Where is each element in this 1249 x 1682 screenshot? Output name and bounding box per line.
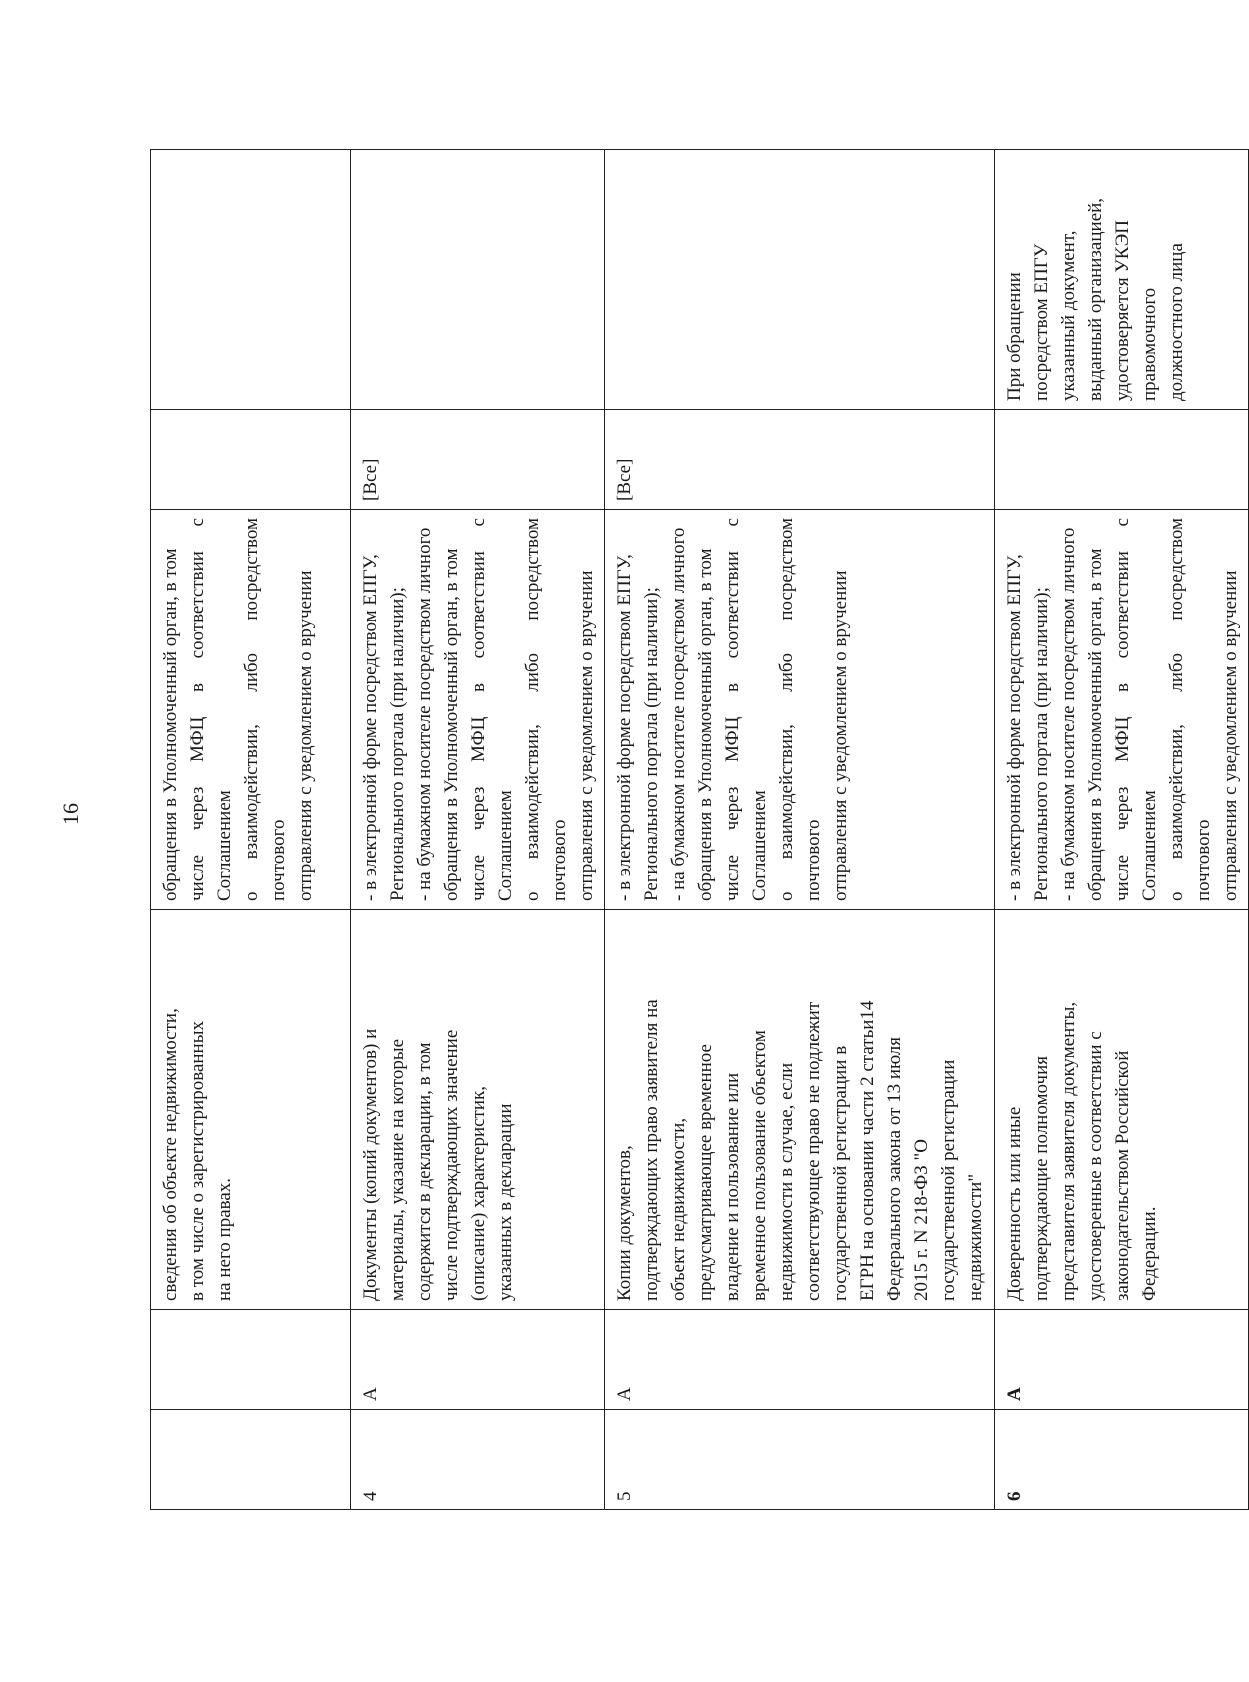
submission-method-cell-line: обращения в Уполномоченный орган, в том: [160, 548, 181, 901]
submission-method-cell-line: Регионального портала (при наличии);: [387, 587, 408, 901]
note-cell-line: выданный организацией,: [1085, 197, 1106, 401]
document-name-cell-line: в том числе о зарегистрированных: [187, 1021, 208, 1301]
applicant-type-cell: [Все]: [351, 410, 605, 510]
submission-method-cell-line: числе через МФЦ в соответствии с Соглашением: [1112, 518, 1160, 901]
row-number-cell: 6: [995, 1410, 1249, 1510]
document-name-cell: [151, 910, 351, 1310]
submission-method-cell-line: числе через МФЦ в соответствии с Соглашением: [187, 518, 235, 901]
submission-method-cell-line: о взаимодействии, либо посредством почтового: [241, 518, 289, 901]
submission-method-cell-line: - на бумажном носителе посредством личного: [1058, 527, 1079, 901]
applicant-type-cell: [151, 410, 351, 510]
note-cell: [605, 150, 995, 410]
category-cell: А: [605, 1310, 995, 1410]
submission-method-cell-line: обращения в Уполномоченный орган, в том: [1085, 548, 1106, 901]
document-name-cell-line: подтверждающих право заявителя на: [641, 999, 662, 1301]
submission-method-cell-line: числе через МФЦ в соответствии с Соглашением: [468, 518, 516, 901]
document-name-cell-line: на него правах.: [214, 1177, 235, 1301]
submission-method-cell: [995, 510, 1249, 910]
document-name-cell-line: владение и пользование или: [722, 1072, 743, 1301]
document-name-cell-line: удостоверенные в соответствии с: [1085, 1031, 1106, 1301]
document-name-cell-line: материалы, указание на которые: [387, 1038, 408, 1301]
note-cell-line: удостоверяется УКЭП: [1112, 220, 1133, 401]
submission-method-cell-line: о взаимодействии, либо посредством почтового: [1166, 518, 1214, 901]
submission-method-cell-line: - в электронной форме посредством ЕПГУ,: [360, 554, 381, 901]
document-name-cell-line: законодательством Российской: [1112, 1050, 1133, 1301]
submission-method-cell-line: отправления с уведомлением о вручении: [295, 570, 316, 901]
document-name-cell-line: государственной регистрации в: [830, 1045, 851, 1301]
submission-method-cell-line: числе через МФЦ в соответствии с Соглашением: [722, 518, 770, 901]
table-row: [995, 150, 1249, 1510]
category-cell: А: [995, 1310, 1249, 1410]
note-cell-line: должностного лица: [1166, 243, 1187, 401]
note-cell-line: При обращении: [1004, 272, 1025, 401]
document-name-cell-line: ЕГРН на основании части 2 статьи14: [857, 1000, 878, 1301]
document-name-cell-line: числе подтверждающих значение: [441, 1029, 462, 1301]
document-name-cell-line: представителя заявителя документы,: [1058, 1001, 1079, 1301]
document-name-cell: [605, 910, 995, 1310]
applicant-type-cell: [Все]: [605, 410, 995, 510]
page-number: 16: [58, 803, 83, 825]
document-name-cell-line: Федерации.: [1139, 1206, 1160, 1301]
row-number-cell: 4: [351, 1410, 605, 1510]
document-name-cell-line: подтверждающие полномочия: [1031, 1056, 1052, 1301]
document-name-cell-line: Документы (копий документов) и: [360, 1028, 381, 1301]
submission-method-cell-line: о взаимодействии, либо посредством почтового: [776, 518, 824, 901]
document-name-cell-line: соответствующее право не подлежит: [803, 1001, 824, 1301]
submission-method-cell-line: отправления с уведомлением о вручении: [576, 570, 597, 901]
submission-method-cell-line: Регионального портала (при наличии);: [641, 587, 662, 901]
submission-method-cell: [351, 510, 605, 910]
category-cell: [151, 1310, 351, 1410]
document-name-cell-line: Копии документов,: [614, 1145, 635, 1301]
note-cell-line: указанный документ,: [1058, 230, 1079, 401]
category-cell: А: [351, 1310, 605, 1410]
document-name-cell-line: государственной регистрации: [938, 1059, 959, 1301]
note-cell: [151, 150, 351, 410]
submission-method-cell: [151, 510, 351, 910]
document-name-cell-line: Доверенность или иные: [1004, 1106, 1025, 1301]
submission-method-cell-line: - в электронной форме посредством ЕПГУ,: [614, 554, 635, 901]
row-number-cell: [151, 1410, 351, 1510]
document-name-cell-line: содержится в декларации, в том: [414, 1042, 435, 1301]
rotated-table-container: [150, 150, 1241, 1510]
submission-method-cell-line: отправления с уведомлением о вручении: [1220, 570, 1241, 901]
submission-method-cell-line: - в электронной форме посредством ЕПГУ,: [1004, 554, 1025, 901]
note-cell: [351, 150, 605, 410]
applicant-type-cell: [995, 410, 1249, 510]
document-name-cell-line: сведения об объекте недвижимости,: [160, 1008, 181, 1301]
document-name-cell-line: 2015 г. N 218-ФЗ "О: [911, 1139, 932, 1301]
document-name-cell-line: указанных в декларации: [495, 1103, 516, 1301]
row-number-cell: 5: [605, 1410, 995, 1510]
document-name-cell: [351, 910, 605, 1310]
document-name-cell-line: недвижимости в случае, если: [776, 1062, 797, 1301]
submission-method-cell-line: - на бумажном носителе посредством личного: [668, 527, 689, 901]
table-row: [151, 150, 351, 1510]
submission-method-cell-line: обращения в Уполномоченный орган, в том: [441, 548, 462, 901]
note-cell-line: правомочного: [1139, 287, 1160, 401]
document-name-cell-line: недвижимости": [965, 1173, 986, 1301]
table-row: [605, 150, 995, 1510]
document-name-cell-line: объект недвижимости,: [668, 1117, 689, 1301]
document-name-cell-line: (описание) характеристик,: [468, 1086, 489, 1301]
document-name-cell-line: временное пользование объектом: [749, 1030, 770, 1301]
note-cell-line: посредством ЕПГУ: [1031, 243, 1052, 401]
document-name-cell-line: предусматривающее временное: [695, 1044, 716, 1301]
submission-method-cell-line: отправления с уведомлением о вручении: [830, 570, 851, 901]
submission-method-cell-line: о взаимодействии, либо посредством почтового: [522, 518, 570, 901]
submission-method-cell-line: - на бумажном носителе посредством личного: [414, 527, 435, 901]
submission-method-cell: [605, 510, 995, 910]
note-cell: [995, 150, 1249, 410]
submission-method-cell-line: Регионального портала (при наличии);: [1031, 587, 1052, 901]
document-name-cell: [995, 910, 1249, 1310]
documents-table: [150, 149, 1249, 1510]
document-name-cell-line: Федерального закона от 13 июля: [884, 1037, 905, 1301]
table-row: [351, 150, 605, 1510]
submission-method-cell-line: обращения в Уполномоченный орган, в том: [695, 548, 716, 901]
